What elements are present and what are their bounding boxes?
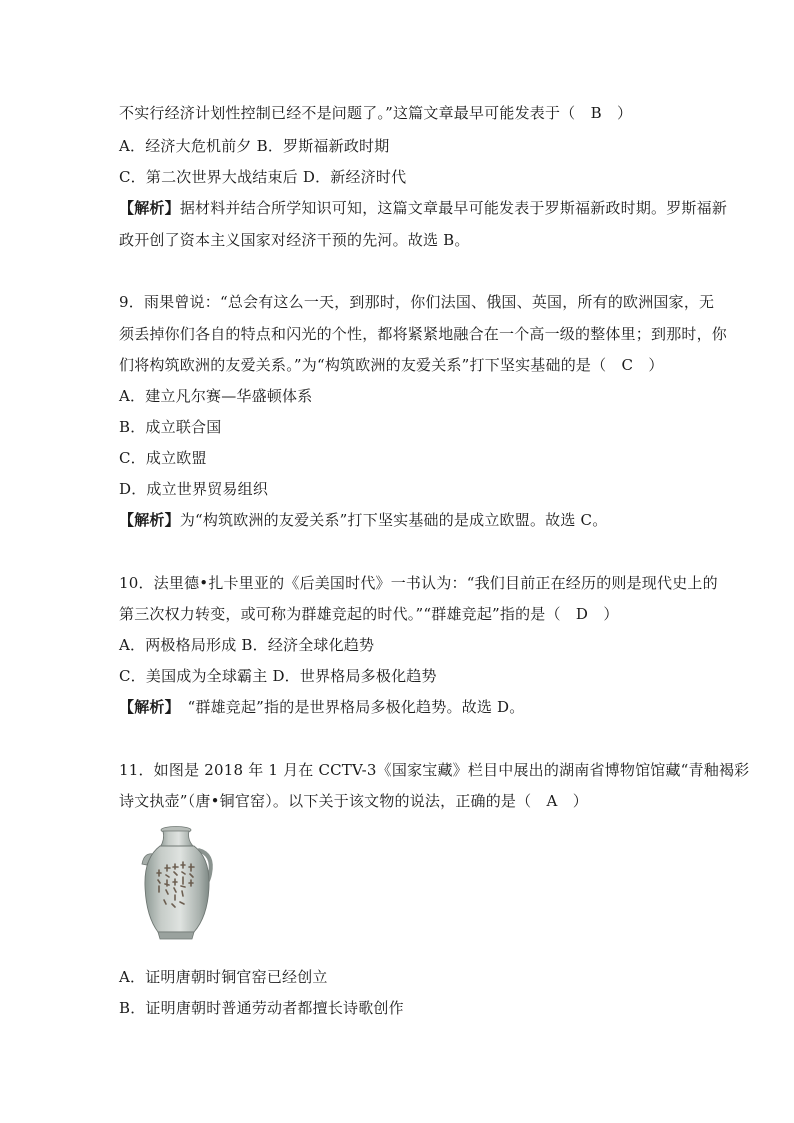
q9-option-c: C．成立欧盟	[119, 449, 207, 467]
q10-analysis-tag: 【解析】	[119, 698, 173, 716]
q9-stem-line-3: 们将构筑欧洲的友爱关系。”为“构筑欧洲的友爱关系”打下坚实基础的是（ C ）	[119, 356, 664, 374]
q8-analysis-text: 据材料并结合所学知识可知，这篇文章最早可能发表于罗斯福新政时期。罗斯福新	[179, 199, 728, 217]
q9-option-d: D．成立世界贸易组织	[119, 480, 269, 498]
q9-analysis-tag: 【解析】	[119, 511, 180, 529]
q9-option-b: B．成立联合国	[119, 418, 222, 436]
q8-options-line-1: A．经济大危机前夕 B．罗斯福新政时期	[119, 137, 390, 155]
q8-stem-end: 不实行经济计划性控制已经不是问题了。”这篇文章最早可能发表于（ B ）	[119, 104, 633, 122]
q9-stem-line-2: 须丢掉你们各自的特点和闪光的个性，都将紧紧地融合在一个高一级的整体里；到那时，你	[119, 325, 728, 343]
q10-options-line-2: C．美国成为全球霸主 D．世界格局多极化趋势	[119, 667, 437, 685]
q9-analysis	[119, 510, 607, 530]
q10-options-line-1: A．两极格局形成 B．经济全球化趋势	[119, 636, 375, 654]
q10-analysis-text: “群雄竞起”指的是世界格局多极化趋势。故选 D。	[172, 698, 525, 716]
q10-analysis	[119, 697, 524, 717]
q11-option-b: B．证明唐朝时普通劳动者都擅长诗歌创作	[119, 999, 404, 1017]
q10-stem-line-2: 第三次权力转变，或可称为群雄竞起的时代。”“群雄竞起”指的是（ D ）	[119, 605, 619, 623]
q9-analysis-text: 为“构筑欧洲的友爱关系”打下坚实基础的是成立欧盟。故选 C。	[179, 511, 608, 529]
q11-option-a: A．证明唐朝时铜官窑已经创立	[119, 968, 328, 986]
q11-stem-line-1: 11．如图是 2018 年 1 月在 CCTV-3《国家宝藏》栏目中展出的湖南省博物馆馆藏“青釉褐彩	[119, 761, 750, 779]
q8-options-line-2: C．第二次世界大战结束后 D．新经济时代	[119, 168, 407, 186]
q11-stem-line-2: 诗文执壶”（唐•铜官窑）。以下关于该文物的说法，正确的是（ A ）	[119, 792, 588, 810]
celadon-ewer-image	[136, 824, 218, 942]
q9-option-a: A．建立凡尔赛—华盛顿体系	[119, 387, 313, 405]
q9-stem-line-1: 9．雨果曾说：“总会有这么一天，到那时，你们法国、俄国、英国，所有的欧洲国家，无	[119, 293, 715, 311]
q8-analysis-line-1	[119, 198, 727, 218]
q10-stem-line-1: 10．法里德•扎卡里亚的《后美国时代》一书认为：“我们目前正在经历的则是现代史上的	[119, 574, 718, 592]
q8-analysis-tag: 【解析】	[119, 199, 180, 217]
q8-analysis-line-2: 政开创了资本主义国家对经济干预的先河。故选 B。	[119, 231, 470, 249]
